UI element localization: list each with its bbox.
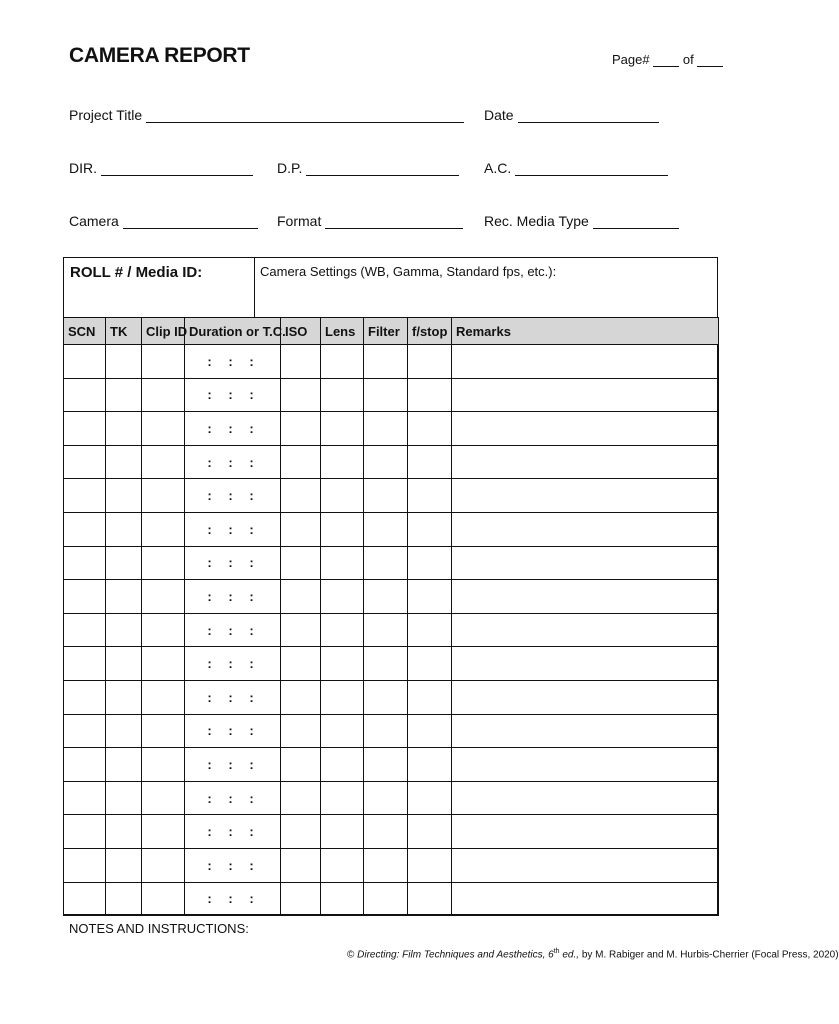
rec-media-type-label: Rec. Media Type <box>484 213 589 229</box>
timecode-separator: : <box>249 723 254 739</box>
timecode-separator: : <box>249 689 254 705</box>
cell-duration-tc[interactable] <box>185 479 281 513</box>
cell-duration-tc[interactable] <box>185 512 281 546</box>
dp-blank[interactable] <box>306 161 459 176</box>
notes-label: NOTES AND INSTRUCTIONS: <box>69 921 249 936</box>
cell-tk[interactable] <box>106 445 142 479</box>
timecode-separator: : <box>228 656 233 672</box>
project-title-blank[interactable] <box>146 108 464 123</box>
timecode-separator: : <box>207 891 212 907</box>
cell-remarks[interactable] <box>452 680 719 714</box>
cell-remarks[interactable] <box>452 546 719 580</box>
timecode-separator: : <box>207 656 212 672</box>
cell-duration-tc[interactable] <box>185 546 281 580</box>
cell-iso[interactable] <box>281 479 321 513</box>
cell-fstop[interactable] <box>408 882 452 916</box>
format-label: Format <box>277 213 322 229</box>
cell-lens[interactable] <box>321 882 364 916</box>
ac-blank[interactable] <box>515 161 668 176</box>
timecode-separator: : <box>249 588 254 604</box>
cell-fstop[interactable] <box>408 815 452 849</box>
cell-tk[interactable] <box>106 378 142 412</box>
table-row <box>64 680 719 714</box>
cell-fstop[interactable] <box>408 445 452 479</box>
cell-filter[interactable] <box>364 680 408 714</box>
cell-lens[interactable] <box>321 479 364 513</box>
timecode-separator: : <box>228 790 233 806</box>
copyright-symbol: © <box>347 949 355 961</box>
table-row <box>64 714 719 748</box>
cell-scn[interactable] <box>64 848 106 882</box>
timecode-separator: : <box>207 790 212 806</box>
cell-fstop[interactable] <box>408 512 452 546</box>
page-label: Page# <box>612 52 650 67</box>
timecode-separator: : <box>249 857 254 873</box>
dp-field <box>277 160 459 176</box>
cell-iso[interactable] <box>281 680 321 714</box>
timecode-separator: : <box>207 387 212 403</box>
ac-label: A.C. <box>484 160 512 176</box>
cell-lens[interactable] <box>321 781 364 815</box>
cell-fstop[interactable] <box>408 848 452 882</box>
dp-label: D.P. <box>277 160 303 176</box>
cell-remarks[interactable] <box>452 714 719 748</box>
timecode-separator: : <box>207 622 212 638</box>
timecode-separator: : <box>249 656 254 672</box>
cell-iso[interactable] <box>281 580 321 614</box>
timecode-separator: : <box>228 622 233 638</box>
cell-scn[interactable] <box>64 445 106 479</box>
cell-fstop[interactable] <box>408 781 452 815</box>
director-label: DIR. <box>69 160 97 176</box>
cell-remarks[interactable] <box>452 445 719 479</box>
table-row <box>64 512 719 546</box>
page-number-blank[interactable] <box>653 54 679 67</box>
cell-fstop[interactable] <box>408 378 452 412</box>
col-header-fstop: f/stop <box>408 318 452 345</box>
cell-lens[interactable] <box>321 748 364 782</box>
cell-duration-tc[interactable] <box>185 848 281 882</box>
cell-remarks[interactable] <box>452 345 719 379</box>
cell-filter[interactable] <box>364 512 408 546</box>
cell-tk[interactable] <box>106 714 142 748</box>
cell-iso[interactable] <box>281 445 321 479</box>
cell-remarks[interactable] <box>452 647 719 681</box>
cell-fstop[interactable] <box>408 412 452 446</box>
cell-fstop[interactable] <box>408 479 452 513</box>
cell-filter[interactable] <box>364 748 408 782</box>
timecode-separator: : <box>207 756 212 772</box>
table-row <box>64 445 719 479</box>
table-row <box>64 781 719 815</box>
date-label: Date <box>484 107 514 123</box>
cell-remarks[interactable] <box>452 412 719 446</box>
cell-duration-tc[interactable] <box>185 680 281 714</box>
cell-iso[interactable] <box>281 647 321 681</box>
cell-iso[interactable] <box>281 815 321 849</box>
cell-iso[interactable] <box>281 345 321 379</box>
cell-duration-tc[interactable] <box>185 748 281 782</box>
col-header-tk: TK <box>106 318 142 345</box>
timecode-separator: : <box>249 555 254 571</box>
cell-iso[interactable] <box>281 546 321 580</box>
cell-duration-tc[interactable] <box>185 345 281 379</box>
cell-tk[interactable] <box>106 748 142 782</box>
cell-filter[interactable] <box>364 479 408 513</box>
timecode-separator: : <box>249 622 254 638</box>
cell-fstop[interactable] <box>408 580 452 614</box>
cell-iso[interactable] <box>281 613 321 647</box>
table-row <box>64 815 719 849</box>
cell-scn[interactable] <box>64 680 106 714</box>
cell-iso[interactable] <box>281 378 321 412</box>
credit-book-title: Directing: Film Techniques and Aesthetics, 6 <box>357 949 554 961</box>
timecode-separator: : <box>228 689 233 705</box>
report-table-box <box>63 257 718 915</box>
director-field <box>69 160 253 176</box>
cell-duration-tc[interactable] <box>185 882 281 916</box>
cell-lens[interactable] <box>321 546 364 580</box>
cell-filter[interactable] <box>364 345 408 379</box>
timecode-separator: : <box>249 387 254 403</box>
cell-clip-id[interactable] <box>142 647 185 681</box>
cell-fstop[interactable] <box>408 647 452 681</box>
cell-remarks[interactable] <box>452 512 719 546</box>
timecode-separator: : <box>228 353 233 369</box>
cell-filter[interactable] <box>364 714 408 748</box>
table-row <box>64 848 719 882</box>
page-of-label: of <box>682 52 694 67</box>
cell-lens[interactable] <box>321 714 364 748</box>
timecode-separator: : <box>249 891 254 907</box>
cell-fstop[interactable] <box>408 345 452 379</box>
cell-tk[interactable] <box>106 647 142 681</box>
timecode-separator: : <box>228 387 233 403</box>
cell-remarks[interactable] <box>452 580 719 614</box>
cell-duration-tc[interactable] <box>185 815 281 849</box>
col-header-filter: Filter <box>364 318 408 345</box>
cell-filter[interactable] <box>364 445 408 479</box>
timecode-separator: : <box>228 857 233 873</box>
cell-tk[interactable] <box>106 680 142 714</box>
cell-clip-id[interactable] <box>142 613 185 647</box>
col-header-remarks: Remarks <box>452 318 719 345</box>
cell-duration-tc[interactable] <box>185 378 281 412</box>
page-total-blank[interactable] <box>697 54 723 67</box>
report-title: CAMERA REPORT <box>69 44 250 67</box>
cell-tk[interactable] <box>106 546 142 580</box>
cell-scn[interactable] <box>64 748 106 782</box>
cell-clip-id[interactable] <box>142 580 185 614</box>
cell-scn[interactable] <box>64 647 106 681</box>
table-row <box>64 748 719 782</box>
cell-filter[interactable] <box>364 815 408 849</box>
cell-scn[interactable] <box>64 781 106 815</box>
cell-iso[interactable] <box>281 714 321 748</box>
cell-duration-tc[interactable] <box>185 613 281 647</box>
cell-filter[interactable] <box>364 882 408 916</box>
table-row <box>64 412 719 446</box>
cell-duration-tc[interactable] <box>185 580 281 614</box>
cell-iso[interactable] <box>281 781 321 815</box>
col-header-clip-id: Clip ID <box>142 318 185 345</box>
timecode-separator: : <box>207 454 212 470</box>
cell-duration-tc[interactable] <box>185 781 281 815</box>
timecode-separator: : <box>207 824 212 840</box>
cell-filter[interactable] <box>364 412 408 446</box>
cell-tk[interactable] <box>106 580 142 614</box>
cell-clip-id[interactable] <box>142 445 185 479</box>
cell-lens[interactable] <box>321 412 364 446</box>
timecode-separator: : <box>228 420 233 436</box>
timecode-separator: : <box>249 488 254 504</box>
cell-scn[interactable] <box>64 580 106 614</box>
timecode-separator: : <box>207 420 212 436</box>
cell-remarks[interactable] <box>452 815 719 849</box>
rec-media-type-field <box>484 213 679 229</box>
cell-fstop[interactable] <box>408 613 452 647</box>
cell-scn[interactable] <box>64 546 106 580</box>
timecode-separator: : <box>228 756 233 772</box>
cell-iso[interactable] <box>281 512 321 546</box>
credit-edition: ed., <box>559 949 580 961</box>
copyright-credit <box>347 948 839 960</box>
cell-clip-id[interactable] <box>142 714 185 748</box>
timecode-separator: : <box>249 353 254 369</box>
cell-fstop[interactable] <box>408 714 452 748</box>
cell-lens[interactable] <box>321 848 364 882</box>
credit-edition-sup: th <box>553 948 560 955</box>
table-row <box>64 882 719 916</box>
cell-duration-tc[interactable] <box>185 647 281 681</box>
cell-tk[interactable] <box>106 479 142 513</box>
timecode-separator: : <box>228 454 233 470</box>
cell-duration-tc[interactable] <box>185 412 281 446</box>
table-row <box>64 546 719 580</box>
cell-clip-id[interactable] <box>142 345 185 379</box>
cell-tk[interactable] <box>106 781 142 815</box>
col-header-duration-tc: Duration or T.C. <box>185 318 281 345</box>
cell-iso[interactable] <box>281 748 321 782</box>
format-field <box>277 213 463 229</box>
timecode-separator: : <box>207 353 212 369</box>
cell-scn[interactable] <box>64 345 106 379</box>
cell-lens[interactable] <box>321 512 364 546</box>
timecode-separator: : <box>249 790 254 806</box>
cell-lens[interactable] <box>321 345 364 379</box>
cell-remarks[interactable] <box>452 848 719 882</box>
cell-remarks[interactable] <box>452 378 719 412</box>
cell-scn[interactable] <box>64 815 106 849</box>
cell-clip-id[interactable] <box>142 378 185 412</box>
cell-scn[interactable] <box>64 479 106 513</box>
timecode-separator: : <box>228 555 233 571</box>
timecode-separator: : <box>228 891 233 907</box>
cell-duration-tc[interactable] <box>185 445 281 479</box>
project-title-field <box>69 107 464 123</box>
cell-scn[interactable] <box>64 378 106 412</box>
cell-lens[interactable] <box>321 647 364 681</box>
cell-clip-id[interactable] <box>142 412 185 446</box>
date-field <box>484 107 659 123</box>
cell-scn[interactable] <box>64 412 106 446</box>
col-header-iso: ISO <box>281 318 321 345</box>
cell-filter[interactable] <box>364 580 408 614</box>
director-blank[interactable] <box>101 161 253 176</box>
camera-blank[interactable] <box>123 214 258 229</box>
cell-remarks[interactable] <box>452 781 719 815</box>
cell-filter[interactable] <box>364 647 408 681</box>
cell-filter[interactable] <box>364 378 408 412</box>
rec-media-type-blank[interactable] <box>593 214 679 229</box>
timecode-separator: : <box>207 689 212 705</box>
cell-tk[interactable] <box>106 412 142 446</box>
cell-scn[interactable] <box>64 512 106 546</box>
cell-tk[interactable] <box>106 882 142 916</box>
timecode-separator: : <box>249 824 254 840</box>
cell-iso[interactable] <box>281 848 321 882</box>
cell-remarks[interactable] <box>452 613 719 647</box>
timecode-separator: : <box>249 454 254 470</box>
cell-tk[interactable] <box>106 815 142 849</box>
camera-field <box>69 213 258 229</box>
cell-clip-id[interactable] <box>142 479 185 513</box>
cell-iso[interactable] <box>281 882 321 916</box>
cell-fstop[interactable] <box>408 748 452 782</box>
timecode-separator: : <box>207 521 212 537</box>
cell-lens[interactable] <box>321 680 364 714</box>
cell-clip-id[interactable] <box>142 680 185 714</box>
timecode-separator: : <box>228 521 233 537</box>
shot-log-table <box>63 317 719 916</box>
cell-fstop[interactable] <box>408 546 452 580</box>
cell-filter[interactable] <box>364 613 408 647</box>
timecode-separator: : <box>249 420 254 436</box>
cell-clip-id[interactable] <box>142 815 185 849</box>
cell-clip-id[interactable] <box>142 882 185 916</box>
credit-authors: by M. Rabiger and M. Hurbis-Cherrier (Focal Press, 2020) <box>579 949 839 961</box>
timecode-separator: : <box>249 756 254 772</box>
cell-iso[interactable] <box>281 412 321 446</box>
timecode-separator: : <box>228 588 233 604</box>
cell-tk[interactable] <box>106 613 142 647</box>
table-row <box>64 345 719 379</box>
cell-lens[interactable] <box>321 580 364 614</box>
table-row <box>64 647 719 681</box>
cell-remarks[interactable] <box>452 882 719 916</box>
roll-media-id-cell[interactable] <box>64 258 255 317</box>
cell-filter[interactable] <box>364 848 408 882</box>
timecode-separator: : <box>228 824 233 840</box>
timecode-separator: : <box>207 588 212 604</box>
cell-clip-id[interactable] <box>142 781 185 815</box>
timecode-separator: : <box>228 488 233 504</box>
timecode-separator: : <box>207 488 212 504</box>
camera-label: Camera <box>69 213 119 229</box>
cell-scn[interactable] <box>64 613 106 647</box>
table-header-row <box>64 318 719 345</box>
cell-lens[interactable] <box>321 815 364 849</box>
cell-tk[interactable] <box>106 848 142 882</box>
timecode-separator: : <box>207 857 212 873</box>
col-header-scn: SCN <box>64 318 106 345</box>
cell-scn[interactable] <box>64 714 106 748</box>
timecode-separator: : <box>207 723 212 739</box>
cell-clip-id[interactable] <box>142 848 185 882</box>
timecode-separator: : <box>228 723 233 739</box>
table-row <box>64 613 719 647</box>
page-number-field <box>612 52 723 67</box>
cell-fstop[interactable] <box>408 680 452 714</box>
camera-settings-label: Camera Settings (WB, Gamma, Standard fps, etc.): <box>260 264 557 279</box>
col-header-lens: Lens <box>321 318 364 345</box>
ac-field <box>484 160 668 176</box>
roll-media-id-label: ROLL # / Media ID: <box>70 264 203 281</box>
cell-remarks[interactable] <box>452 748 719 782</box>
timecode-separator: : <box>207 555 212 571</box>
cell-clip-id[interactable] <box>142 748 185 782</box>
cell-remarks[interactable] <box>452 479 719 513</box>
cell-clip-id[interactable] <box>142 512 185 546</box>
cell-lens[interactable] <box>321 378 364 412</box>
cell-filter[interactable] <box>364 546 408 580</box>
table-row <box>64 378 719 412</box>
table-row <box>64 479 719 513</box>
timecode-separator: : <box>249 521 254 537</box>
cell-tk[interactable] <box>106 345 142 379</box>
project-title-label: Project Title <box>69 107 143 123</box>
cell-clip-id[interactable] <box>142 546 185 580</box>
cell-lens[interactable] <box>321 613 364 647</box>
cell-duration-tc[interactable] <box>185 714 281 748</box>
cell-filter[interactable] <box>364 781 408 815</box>
table-row <box>64 580 719 614</box>
cell-tk[interactable] <box>106 512 142 546</box>
cell-lens[interactable] <box>321 445 364 479</box>
date-blank[interactable] <box>518 108 659 123</box>
format-blank[interactable] <box>325 214 463 229</box>
cell-scn[interactable] <box>64 882 106 916</box>
